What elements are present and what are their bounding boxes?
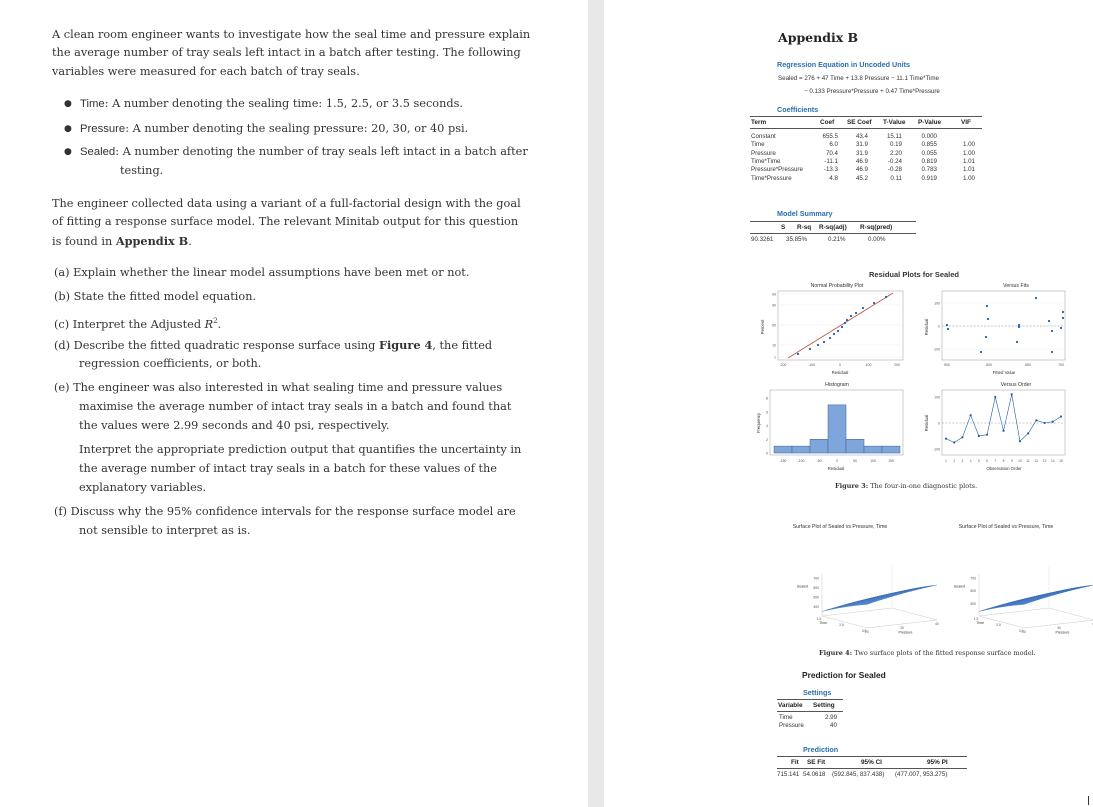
vf-xtick-label: 600 — [986, 363, 992, 367]
coef-cell: 655.5 — [822, 133, 838, 140]
vo-point — [1011, 393, 1013, 395]
npp-xtick-label: 100 — [865, 363, 872, 367]
npp-point — [850, 315, 852, 317]
vo-xtick-label: 5 — [977, 459, 980, 463]
surface-plot-1-title: Surface Plot of Sealed vs Pressure, Time — [792, 524, 888, 530]
vo-point — [961, 436, 963, 438]
surface-pressure-tick: 40 — [935, 622, 939, 626]
bullet-time: Time: A number denoting the sealing time: 1.5, 2.5, or 3.5 seconds. — [80, 97, 463, 110]
prediction-fit: 715.141 — [777, 771, 800, 778]
hist-bar — [810, 439, 828, 453]
coef-cell: 46.9 — [855, 157, 868, 165]
settings-var-time: Time — [779, 714, 793, 721]
model-summary-title: Model Summary — [777, 209, 833, 218]
coef-cell: 1.01 — [962, 157, 975, 165]
npp-point — [809, 348, 811, 350]
surface-time-tick: 3.5 — [861, 629, 867, 633]
question-f-line-2: not sensible to interpret as is. — [79, 524, 251, 537]
surface-plot-1 — [797, 566, 939, 634]
npp-xtick-label: -200 — [779, 363, 787, 367]
coef-cell: 6.0 — [829, 141, 838, 149]
vo-xtick-label: 9 — [1010, 459, 1013, 463]
hist-xtick-label: 0 — [836, 459, 838, 463]
npp-xtick-label: 0 — [839, 363, 841, 367]
coef-cell: 1.01 — [962, 166, 975, 174]
vf-title: Versus Fits — [1003, 283, 1029, 289]
surface-pressure-label: Pressure — [1055, 630, 1070, 635]
question-b: (b) State the fitted model equation. — [54, 290, 257, 303]
vf-point — [1016, 341, 1018, 343]
settings-header-setting: Setting — [813, 702, 835, 709]
vf-ytick-label: -100 — [932, 347, 940, 352]
vo-xtick-label: 2 — [953, 459, 956, 463]
coef-cell: Pressure — [751, 149, 776, 157]
surface-cell — [1088, 585, 1093, 586]
coef-header-tvalue: T-Value — [883, 119, 906, 126]
vo-point — [986, 434, 988, 436]
coef-cell: 31.9 — [855, 149, 868, 157]
vf-xlabel: Fitted Value — [992, 370, 1016, 375]
regression-line-2: − 0.133 Pressure*Pressure + 0.47 Time*Pressure — [804, 88, 940, 95]
coef-cell: 0.055 — [921, 149, 937, 157]
npp-point — [844, 322, 846, 324]
vf-point — [1060, 327, 1062, 329]
vo-xtick-label: 6 — [986, 459, 988, 463]
vo-xtick-label: 15 — [1059, 459, 1063, 463]
coef-cell: 43.4 — [855, 133, 868, 140]
npp-point — [797, 353, 799, 355]
npp-title: Normal Probability Plot — [810, 283, 864, 289]
vo-xtick-label: 8 — [1002, 459, 1005, 463]
intro-line-2: the average number of tray seals left intact in a batch after testing. The following — [52, 46, 521, 59]
surface-time-label: Time — [976, 621, 985, 625]
summary-s: 90.3261 — [751, 236, 774, 243]
vo-xtick-label: 12 — [1034, 459, 1039, 463]
coef-cell: -13.3 — [823, 166, 838, 174]
npp-xtick-label: 200 — [894, 363, 900, 367]
coef-cell: Constant — [751, 133, 776, 140]
npp-xtick-label: -100 — [807, 363, 816, 367]
para2-line-2: of fitting a response surface model. The relevant Minitab output for this question — [52, 215, 519, 228]
surface-pressure-label: Pressure — [898, 630, 913, 635]
hist-ytick-label: 4 — [766, 424, 768, 428]
coef-cell: -0.28 — [887, 166, 902, 174]
vo-point — [945, 438, 947, 440]
hist-x-ticks — [779, 459, 893, 463]
vo-point — [1019, 440, 1021, 442]
npp-point — [837, 330, 839, 332]
coef-cell: -11.1 — [824, 157, 838, 165]
coef-cell: Pressure*Pressure — [751, 166, 803, 174]
para2-line-1: The engineer collected data using a variant of a full-factorial design with the goal — [52, 197, 521, 210]
coef-header-secoef: SE Coef — [847, 119, 872, 126]
summary-header-rsqadj: R-sq(adj) — [819, 224, 847, 231]
npp-point — [855, 312, 857, 314]
question-e-line-1: (e) The engineer was also interested in what sealing time and pressure values — [54, 381, 503, 394]
hist-xtick-label: -150 — [779, 459, 787, 463]
surface-ztick-label: 500 — [813, 595, 819, 600]
question-e-line-2: maximise the average number of intact tray seals in a batch and found that — [79, 400, 512, 413]
hist-ytick-label: 2 — [766, 437, 768, 442]
coef-cell: 0.819 — [921, 157, 937, 165]
hist-xtick-label: -50 — [816, 459, 822, 463]
vo-point — [1035, 419, 1037, 421]
npp-point — [885, 296, 887, 298]
hist-ytick-label: 0 — [766, 451, 768, 456]
prediction-header-ci: 95% CI — [861, 759, 882, 766]
hist-ytick-label: 6 — [766, 410, 768, 415]
text-cursor — [1088, 796, 1089, 805]
bullet-sealed: Sealed: A number denoting the number of tray seals left intact in a batch after — [80, 145, 528, 158]
bullet-dot: ● — [64, 147, 72, 157]
surface-pressure-tick: 30 — [1057, 626, 1061, 630]
coef-cell: 0.19 — [889, 141, 902, 149]
hist-title: Histogram — [825, 382, 849, 388]
surface-plots-figure — [774, 518, 1074, 648]
coef-header-pvalue: P-Value — [918, 119, 942, 126]
vf-point — [946, 324, 948, 326]
residual-plots-title: Residual Plots for Sealed — [868, 270, 960, 279]
hist-xtick-label: -100 — [797, 459, 805, 463]
coef-header-term: Term — [751, 119, 767, 126]
question-e-line-3: the values were 2.99 seconds and 40 psi, respectively. — [79, 419, 390, 432]
surface-time-tick: 2.5 — [996, 623, 1001, 627]
surface-time-tick: 2.5 — [839, 623, 844, 627]
vo-title: Versus Order — [1000, 382, 1032, 388]
vf-point — [1051, 330, 1053, 332]
settings-var-pressure: Pressure — [779, 722, 804, 729]
vf-y-ticks — [933, 302, 940, 352]
vf-xtick-label: 500 — [944, 363, 950, 367]
surface-pressure-tick: 20 — [865, 630, 869, 634]
vf-point — [985, 336, 987, 338]
prediction-sefit: 54.0618 — [803, 771, 826, 778]
settings-val-time: 2.99 — [825, 714, 838, 721]
vo-xtick-label: 14 — [1051, 459, 1055, 463]
prediction-header-sefit: SE Fit — [807, 759, 826, 766]
surface-ztick-label: 400 — [813, 605, 819, 609]
coef-cell: Time*Pressure — [751, 174, 792, 182]
summary-rsqadj: 0.21% — [828, 236, 846, 243]
npp-ytick-label: 10 — [772, 343, 776, 348]
bullet-sealed-continuation: testing. — [120, 164, 164, 177]
vo-point — [1052, 421, 1054, 423]
hist-bar — [774, 446, 792, 453]
hist-bar — [864, 446, 882, 453]
residual-plots-figure — [758, 263, 1071, 481]
coef-cell: 0.783 — [921, 166, 937, 174]
vf-point — [1062, 317, 1064, 319]
surface-time-tick: 1.5 — [973, 617, 979, 621]
summary-rsq: 35.85% — [786, 236, 807, 243]
vo-y-ticks — [933, 396, 940, 452]
vf-point — [1035, 297, 1037, 299]
coef-cell: 45.2 — [855, 174, 868, 182]
question-e-line-6: explanatory variables. — [79, 481, 207, 494]
coef-cell: 1.00 — [962, 174, 975, 182]
vf-point — [1062, 311, 1064, 313]
vo-ytick-label: -100 — [932, 447, 940, 452]
npp-point — [833, 333, 835, 335]
para2-line-3: is found in Appendix B. — [52, 234, 192, 248]
surface-ztick-label: 500 — [970, 601, 976, 606]
vf-point — [986, 305, 988, 307]
vo-point — [953, 441, 955, 443]
prediction-ci: (592.845, 837.438) — [832, 771, 885, 778]
coef-cell: 1.00 — [962, 149, 975, 157]
vf-point — [1018, 326, 1020, 328]
coef-cell: -0.24 — [887, 157, 902, 165]
hist-bar — [828, 405, 846, 453]
vf-point — [980, 351, 982, 353]
figure-4-caption: Figure 4: Two surface plots of the fitted response surface model. — [819, 649, 1036, 657]
question-a: (a) Explain whether the linear model assumptions have been met or not. — [54, 266, 470, 279]
vo-xtick-label: 13 — [1042, 459, 1047, 463]
vf-point — [987, 318, 989, 320]
summary-header-s: S — [781, 224, 786, 231]
intro-line-1: A clean room engineer wants to investigate how the seal time and pressure explain — [52, 28, 531, 41]
coef-cell: 0.919 — [921, 174, 937, 182]
bullet-dot: ● — [64, 124, 72, 134]
appendix-title: Appendix B — [778, 30, 859, 45]
prediction-pi: (477.007, 953.275) — [895, 771, 948, 778]
vo-ytick-label: 0 — [938, 421, 940, 426]
npp-ytick-label: 1 — [774, 355, 776, 360]
question-d-line-1: (d) Describe the fitted quadratic response surface using Figure 4, the fitted — [54, 338, 493, 352]
vo-point — [1002, 430, 1004, 432]
npp-y-ticks — [772, 293, 776, 360]
vf-ytick-label: 100 — [934, 301, 940, 306]
hist-xtick-label: 100 — [870, 459, 876, 463]
prediction-header-fit: Fit — [791, 759, 799, 766]
vo-xtick-label: 4 — [969, 459, 972, 463]
surface-ztick-label: 700 — [813, 576, 819, 581]
question-f-line-1: (f) Discuss why the 95% confidence intervals for the response surface model are — [54, 505, 516, 518]
npp-point — [873, 302, 875, 304]
vf-xtick-label: 700 — [1058, 363, 1064, 367]
surface-pressure-tick: 20 — [1022, 630, 1026, 634]
question-c: (c) Interpret the Adjusted $R^2$. — [54, 317, 222, 331]
npp-ylabel: Percent — [760, 319, 765, 335]
summary-header-rsq: R-sq — [797, 224, 812, 231]
vf-point — [947, 328, 949, 330]
hist-xtick-label: 150 — [888, 459, 894, 463]
vf-point — [1018, 324, 1020, 326]
vo-point — [1027, 432, 1029, 434]
hist-xlabel: Residual — [827, 466, 845, 471]
surface-pressure-tick: 30 — [900, 626, 904, 630]
npp-point — [862, 307, 864, 309]
npp-point — [841, 326, 843, 328]
prediction-header-pi: 95% PI — [927, 759, 948, 766]
bullet-dot: ● — [64, 99, 72, 109]
settings-title: Settings — [803, 688, 832, 697]
regression-title: Regression Equation in Uncoded Units — [777, 60, 910, 69]
vf-ylabel: Residual — [924, 318, 929, 336]
coef-cell: 46.9 — [855, 166, 868, 174]
surface-time-tick: 3.5 — [1018, 629, 1024, 633]
coef-header-coef: Coef — [820, 119, 835, 126]
surface-ztick-label: 600 — [970, 589, 976, 594]
prediction-title: Prediction for Sealed — [802, 670, 886, 680]
coef-cell: 1.00 — [962, 141, 975, 149]
coef-cell: Time*Time — [751, 157, 781, 165]
coef-header-vif: VIF — [961, 119, 971, 126]
vf-point — [1048, 320, 1050, 322]
hist-ylabel: Frequency — [756, 412, 761, 434]
question-e-line-5: the average number of intact tray seals in a batch for these values of the — [79, 462, 497, 475]
surface-ztick-label: 600 — [813, 586, 819, 590]
bullet-pressure: Pressure: A number denoting the sealing pressure: 20, 30, or 40 psi. — [80, 122, 469, 135]
vo-point — [1043, 422, 1045, 424]
npp-ytick-label: 99 — [772, 292, 776, 297]
coef-cell: Time — [751, 141, 765, 149]
surface-plot-2 — [954, 566, 1093, 634]
question-d-line-2: regression coefficients, or both. — [79, 357, 262, 370]
npp-point — [846, 319, 848, 321]
npp-ytick-label: 50 — [772, 323, 776, 328]
vf-xtick-label: 650 — [1025, 363, 1031, 367]
right-page — [604, 0, 1093, 807]
vo-xtick-label: 7 — [994, 459, 997, 463]
npp-xlabel: Residual — [831, 370, 849, 375]
coef-cell: 31.9 — [855, 141, 868, 149]
vf-x-ticks — [944, 363, 1064, 367]
coef-cell: 4.8 — [829, 174, 838, 182]
vf-ytick-label: 0 — [938, 324, 940, 329]
surface-z-label: Sealed — [953, 584, 965, 589]
vo-point — [1060, 415, 1062, 417]
hist-bar — [792, 446, 810, 453]
vo-point — [970, 414, 972, 416]
vo-point — [994, 396, 996, 398]
hist-xtick-label: 50 — [853, 459, 857, 463]
npp-x-ticks — [779, 363, 899, 367]
vo-xtick-label: 10 — [1018, 459, 1022, 463]
settings-header-variable: Variable — [778, 702, 803, 709]
summary-rsqpred: 0.00% — [868, 236, 886, 243]
hist-y-ticks — [766, 397, 768, 456]
coefficients-title: Coefficients — [777, 105, 819, 114]
vo-ytick-label: 100 — [934, 395, 940, 400]
surface-ztick-label: 700 — [970, 576, 976, 581]
vo-ylabel: Residual — [924, 414, 929, 432]
coef-cell: 70.4 — [825, 149, 838, 157]
coef-cell: 0.11 — [890, 174, 902, 182]
npp-point — [817, 344, 819, 346]
settings-val-pressure: 40 — [830, 722, 837, 729]
surface-z-label: Sealed — [796, 584, 808, 589]
vo-xtick-label: 3 — [961, 459, 964, 463]
summary-header-rsqpred: R-sq(pred) — [860, 224, 893, 231]
surface-time-tick: 1.5 — [816, 617, 822, 621]
prediction-subtitle: Prediction — [803, 745, 839, 754]
vo-point — [978, 435, 980, 437]
vf-point — [1051, 351, 1053, 353]
vf-frame — [942, 291, 1065, 360]
vo-xtick-label: 1 — [945, 459, 947, 463]
question-e-line-4: Interpret the appropriate prediction output that quantifies the uncertainty in — [79, 443, 522, 456]
vo-xtick-label: 11 — [1026, 459, 1030, 463]
surface-cell — [929, 585, 937, 586]
npp-point — [829, 337, 831, 339]
hist-ytick-label: 8 — [766, 396, 768, 401]
hist-bar — [882, 446, 900, 453]
coef-cell: 0.000 — [921, 133, 937, 140]
intro-line-3: variables were measured for each batch of tray seals. — [52, 65, 360, 78]
npp-ytick-label: 90 — [772, 303, 776, 308]
regression-line-1: Sealed = 276 + 47 Time + 13.8 Pressure − 11.1 Time*Time — [778, 75, 939, 82]
coef-cell: 2.20 — [889, 149, 902, 157]
vo-xlabel: Observation Order — [986, 466, 1022, 471]
hist-bar — [846, 439, 864, 453]
coef-cell: 0.855 — [921, 141, 937, 149]
coef-cell: 15.11 — [886, 133, 902, 140]
surface-plot-2-title: Surface Plot of Sealed vs Pressure, Time — [958, 524, 1054, 530]
surface-time-label: Time — [819, 621, 828, 625]
vo-x-ticks — [945, 459, 1063, 463]
figure-3-caption: Figure 3: The four-in-one diagnostic plots. — [835, 482, 978, 490]
npp-point — [823, 341, 825, 343]
